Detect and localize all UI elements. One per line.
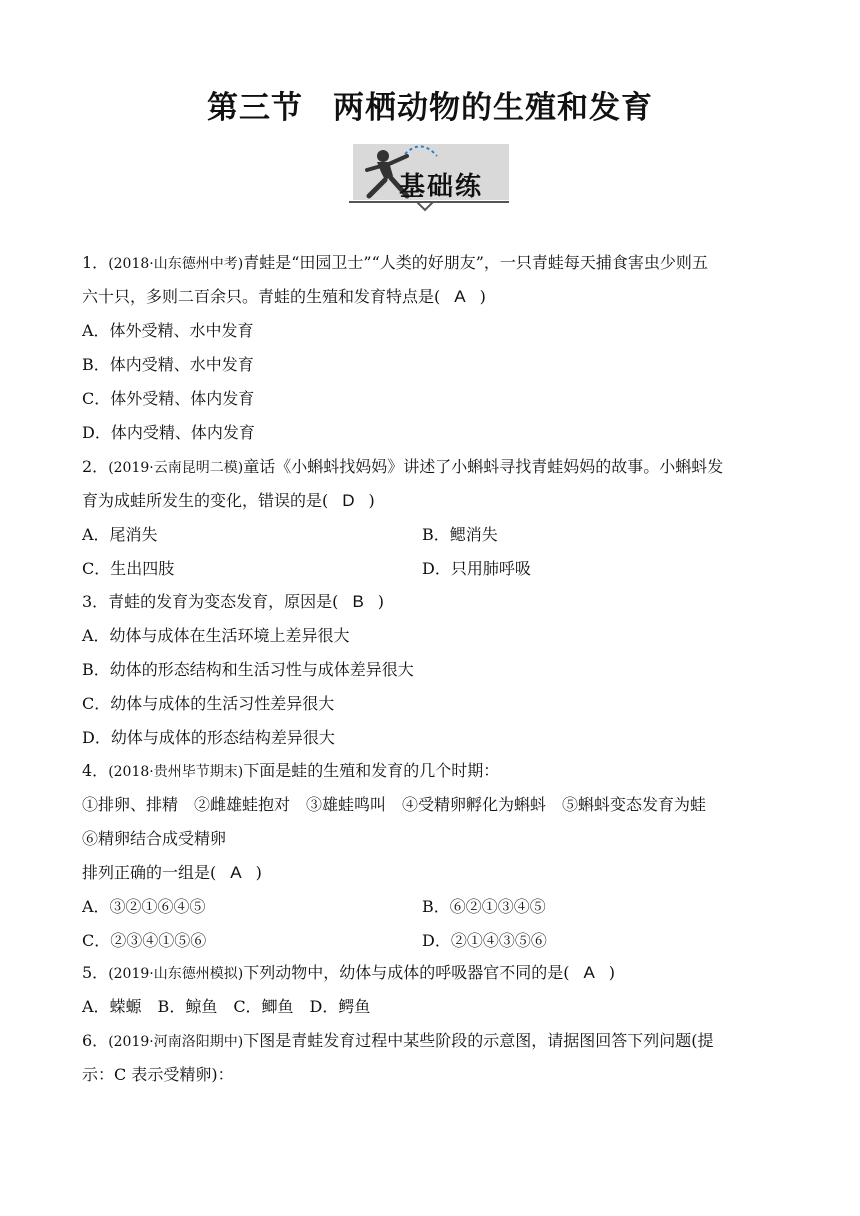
question-stem: 3．青蛙的发育为变态发育，原因是( B ) <box>82 592 385 611</box>
stage-list: ①排卵、排精 ②雌雄蛙抱对 ③雄蛙鸣叫 ④受精卵孵化为蝌蚪 ⑤蝌蚪变态发育为蛙 <box>82 795 707 814</box>
question-source: (2018·山东德州中考) <box>108 256 244 272</box>
question-stem: 2．(2019·云南昆明二模)童话《小蝌蚪找妈妈》讲述了小蝌蚪寻找青蛙妈妈的故事。小蝌蚪发 <box>82 457 724 476</box>
option: B．⑥②①③④⑤ <box>422 897 546 916</box>
option: C．②③④①⑤⑥ <box>82 931 207 950</box>
page-title <box>0 82 860 127</box>
option: D．幼体与成体的形态结构差异很大 <box>82 728 335 747</box>
option: A．蝾螈 B．鲸鱼 C．鲫鱼 D．鳄鱼 <box>82 997 371 1016</box>
option: C．幼体与成体的生活习性差异很大 <box>82 694 335 713</box>
option: A．体外受精、水中发育 <box>82 321 254 340</box>
question-source: (2018·贵州毕节期末) <box>108 764 244 780</box>
answer: B <box>352 592 364 611</box>
question-stem: 5．(2019·山东德州模拟)下列动物中，幼体与成体的呼吸器官不同的是( A ) <box>82 963 616 982</box>
option: D．②①④③⑤⑥ <box>422 931 547 950</box>
question-source: (2019·山东德州模拟) <box>108 966 244 982</box>
option: B．幼体的形态结构和生活习性与成体差异很大 <box>82 660 414 679</box>
section-number: 第三节 <box>207 90 303 126</box>
question-2: 2．(2019·云南昆明二模)童话《小蝌蚪找妈妈》讲述了小蝌蚪寻找青蛙妈妈的故事。小蝌蚪发 育为成蛙所发生的变化，错误的是( D ) A．尾消失 B．鳃消失 C．生出四肢 D．只用肺呼吸 <box>82 450 782 586</box>
option: A．幼体与成体在生活环境上差异很大 <box>82 626 350 645</box>
option: D．只用肺呼吸 <box>422 559 531 578</box>
option: D．体内受精、体内发育 <box>82 423 255 442</box>
question-source: (2019·河南洛阳期中) <box>108 1034 244 1050</box>
answer: A <box>454 287 466 306</box>
stage-list: ⑥精卵结合成受精卵 <box>82 829 227 848</box>
question-3 <box>82 585 782 755</box>
answer: D <box>342 491 355 510</box>
question-stem: 4．(2018·贵州毕节期末)下面是蛙的生殖和发育的几个时期： <box>82 761 500 780</box>
question-1: 1．(2018·山东德州中考)青蛙是“田园卫士”“人类的好朋友”，一只青蛙每天捕食害虫少则五 六十只，多则二百余只。青蛙的生殖和发育特点是( A ) A．体外受精、水中发育 B．体内受精、水中发育 C．体外受精、体内发育 D．体内受精、体内发育 <box>82 246 782 450</box>
practice-badge <box>345 140 513 212</box>
answer: A <box>230 863 242 882</box>
option: B．体内受精、水中发育 <box>82 355 254 374</box>
option: C．体外受精、体内发育 <box>82 389 255 408</box>
question-stem: 1．(2018·山东德州中考)青蛙是“田园卫士”“人类的好朋友”，一只青蛙每天捕食害虫少则五 <box>82 253 708 272</box>
answer: A <box>583 963 595 982</box>
option: A．③②①⑥④⑤ <box>82 897 206 916</box>
question-5 <box>82 956 782 1024</box>
option: B．鳃消失 <box>422 525 498 544</box>
option: C．生出四肢 <box>82 559 175 578</box>
section-title: 两栖动物的生殖和发育 <box>333 90 653 126</box>
badge-label: 基础练 <box>399 172 484 202</box>
question-source: (2019·云南昆明二模) <box>108 460 244 476</box>
question-6: 6．(2019·河南洛阳期中)下图是青蛙发育过程中某些阶段的示意图，请据图回答下列问题(提 示：C 表示受精卵)： <box>82 1024 782 1092</box>
question-stem: 6．(2019·河南洛阳期中)下图是青蛙发育过程中某些阶段的示意图，请据图回答下列问题(提 <box>82 1031 714 1050</box>
question-4: 4．(2018·贵州毕节期末)下面是蛙的生殖和发育的几个时期： ①排卵、排精 ②雌雄蛙抱对 ③雄蛙鸣叫 ④受精卵孵化为蝌蚪 ⑤蝌蚪变态发育为蛙 ⑥精卵结合成受精卵 排列正确的一组是( A ) A．③②①⑥④⑤ B．⑥②①③④⑤ C．②③④①⑤⑥ D．②①④③⑤⑥ <box>82 754 782 958</box>
option: A．尾消失 <box>82 525 158 544</box>
